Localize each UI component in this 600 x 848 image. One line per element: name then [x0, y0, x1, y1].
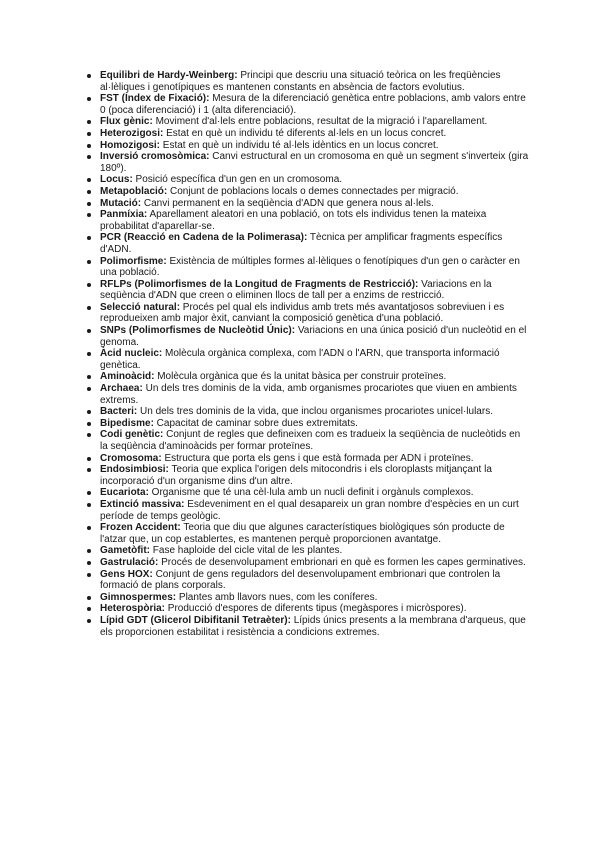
glossary-term: Bacteri: [100, 406, 138, 418]
list-item [80, 383, 530, 406]
list-item [80, 499, 530, 522]
list-item [80, 70, 530, 93]
list-item [80, 615, 530, 638]
glossary-term: Polimorfisme: [100, 255, 167, 267]
list-item [80, 140, 530, 152]
glossary-definition: Principi que descriu una situació teòrica on les freqüències al·lèliques i genotípiques es mantenen constants en absència de factors evolutius. [100, 70, 501, 93]
glossary-term: Mutació: [100, 197, 142, 209]
list-item [80, 151, 530, 174]
bullet-icon [87, 120, 91, 124]
glossary-term: PCR (Reacció en Cadena de la Polimerasa): [100, 232, 308, 244]
glossary-term: Homozigosi: [100, 139, 160, 151]
glossary-term: Cromosoma: [100, 452, 162, 464]
glossary-term: Selecció natural: [100, 301, 181, 313]
list-item [80, 348, 530, 371]
glossary-term: Gastrulació: [100, 556, 159, 568]
list-item [80, 464, 530, 487]
bullet-icon [87, 410, 91, 414]
glossary-term: Eucariota: [100, 487, 149, 499]
list-item [80, 603, 530, 615]
list-item [80, 545, 530, 557]
list-item [80, 487, 530, 499]
glossary-term: Inversió cromosòmica: [100, 151, 210, 163]
glossary-definition: Conjunt de poblacions locals o demes connectades per migració. [167, 185, 459, 197]
list-item [80, 325, 530, 348]
bullet-icon [87, 607, 91, 611]
bullet-icon [87, 155, 91, 159]
list-item [80, 209, 530, 232]
bullet-icon [87, 526, 91, 530]
bullet-icon [87, 178, 91, 182]
glossary-term: Gimnospermes: [100, 591, 177, 603]
glossary-term: Archaea: [100, 383, 143, 395]
bullet-icon [87, 573, 91, 577]
glossary-definition: Teoria que explica l'origen dels mitocondris i els cloroplasts mitjançant la incorporació d'un organisme dins d'un altre. [100, 464, 492, 487]
list-item [80, 522, 530, 545]
bullet-icon [87, 491, 91, 495]
list-item [80, 429, 530, 452]
glossary-term: Codi genètic: [100, 429, 164, 441]
glossary-definition: Plantes amb llavors nues, com les coníferes. [176, 591, 378, 603]
bullet-icon [87, 236, 91, 240]
bullet-icon [87, 202, 91, 206]
list-item [80, 418, 530, 430]
bullet-icon [87, 213, 91, 217]
bullet-icon [87, 457, 91, 461]
glossary-definition: Canvi estructural en un cromosoma en què un segment s'inverteix (gira 180º). [100, 151, 529, 174]
glossary-definition: Posició específica d'un gen en un cromosoma. [132, 174, 343, 186]
list-item [80, 592, 530, 604]
glossary-definition: Un dels tres dominis de la vida, amb organismes procariotes que viuen en ambients extrems. [100, 383, 517, 406]
glossary-term: Extinció massiva: [100, 498, 185, 510]
glossary-term: Panmíxia: [100, 209, 148, 221]
glossary-definition: Existència de múltiples formes al·lèliques o fenotípiques d'un gen o caràcter en una població. [100, 255, 520, 279]
glossary-term: Bipedisme: [100, 417, 154, 429]
list-item [80, 128, 530, 140]
bullet-icon [87, 596, 91, 600]
glossary-definition: Conjunt de regles que defineixen com es tradueix la seqüència de nucleòtids en la seqüència d'aminoàcids per formar proteïnes. [100, 429, 521, 452]
bullet-icon [87, 375, 91, 379]
list-item [80, 256, 530, 279]
list-item [80, 186, 530, 198]
list-item [80, 174, 530, 186]
glossary-definition: Variacions en una única posició d'un nucleòtid en el genoma. [100, 325, 527, 348]
glossary-definition: Canvi permanent en la seqüència d'ADN que genera nous al·lels. [141, 197, 434, 209]
list-item [80, 406, 530, 418]
glossary-definition: Estructura que porta els gens i que està formada per ADN i proteïnes. [161, 452, 474, 464]
bullet-icon [87, 260, 91, 264]
bullet-icon [87, 619, 91, 623]
glossary-definition: Moviment d'al·lels entre poblacions, resultat de la migració i l'aparellament. [152, 116, 488, 128]
bullet-icon [87, 387, 91, 391]
glossary-definition: Estat en què un individu té al·lels idèntics en un locus concret. [160, 139, 439, 151]
glossary-term: SNPs (Polimorfismes de Nucleòtid Únic): [100, 325, 296, 337]
glossary-term: Flux gènic: [100, 116, 153, 128]
glossary-term: FST (Índex de Fixació): [100, 93, 210, 105]
list-item [80, 116, 530, 128]
bullet-icon [87, 132, 91, 136]
glossary-term: Àcid nucleic: [100, 348, 163, 360]
list-item [80, 302, 530, 325]
glossary-term: Aminoàcid: [100, 371, 155, 383]
glossary-definition: Procés pel qual els individus amb trets més avantatjosos sobreviuen i es reprodueixen amb major èxit, canviant la composició genètica d'una població. [100, 301, 505, 325]
glossary-definition: Procés de desenvolupament embrionari en què es formen les capes germinatives. [158, 556, 526, 568]
bullet-icon [87, 503, 91, 507]
glossary-term: Heterozigosi: [100, 127, 164, 139]
bullet-icon [87, 283, 91, 287]
glossary-definition: Tècnica per amplificar fragments específics d'ADN. [100, 232, 503, 255]
glossary-definition: Lípids únics presents a la membrana d'arqueus, que els proporcionen estabilitat i resistència a condicions extremes. [100, 614, 526, 638]
bullet-icon [87, 422, 91, 426]
list-item [80, 198, 530, 210]
glossary-definition: Esdeveniment en el qual desapareix un gran nombre d'espècies en un curt període de temps geològic. [100, 498, 519, 522]
glossary-term: RFLPs (Polimorfismes de la Longitud de Fragments de Restricció): [100, 278, 419, 290]
glossary-definition: Conjunt de gens reguladors del desenvolupament embrionari que controlen la formació de plans corporals. [100, 568, 501, 592]
bullet-icon [87, 468, 91, 472]
glossary-term: Heterospòria: [100, 603, 166, 615]
glossary-definition: Aparellament aleatori en una població, on tots els individus tenen la mateixa probabilitat d'aparellar-se. [100, 209, 487, 232]
glossary-definition: Producció d'espores de diferents tipus (megàspores i micròspores). [165, 603, 467, 615]
glossary-term: Endosimbiosi: [100, 464, 169, 476]
bullet-icon [87, 329, 91, 333]
glossary-term: Gametòfit: [100, 545, 150, 557]
glossary-definition: Fase haploide del cicle vital de les plantes. [150, 545, 343, 557]
bullet-icon [87, 549, 91, 553]
glossary-term: Metapoblació: [100, 185, 168, 197]
glossary-definition: Teoria que diu que algunes característiques biològiques són producte de l'atzar que, un cop establertes, es mantenen perquè proporcionen avantatge. [100, 522, 505, 545]
glossary-term: Lípid GDT (Glicerol Dibifitanil Tetraèter): [100, 614, 291, 626]
glossary-definition: Organisme que té una cèl·lula amb un nucli definit i orgànuls complexos. [148, 487, 474, 499]
bullet-icon [87, 433, 91, 437]
glossary-definition: Mesura de la diferenciació genètica entre poblacions, amb valors entre 0 (poca diferenciació) i 1 (alta diferenciació). [100, 93, 526, 116]
bullet-icon [87, 97, 91, 101]
bullet-icon [87, 306, 91, 310]
bullet-icon [87, 561, 91, 565]
glossary-definition: Molècula orgànica que és la unitat bàsica per construir proteïnes. [154, 371, 447, 383]
list-item [80, 371, 530, 383]
list-item [80, 232, 530, 255]
list-item [80, 557, 530, 569]
glossary-list [80, 70, 530, 638]
bullet-icon [87, 190, 91, 194]
glossary-definition: Variacions en la seqüència d'ADN que creen o eliminen llocs de tall per a enzims de restricció. [100, 278, 492, 302]
glossary-term: Equilibri de Hardy-Weinberg: [100, 70, 238, 81]
glossary-definition: Molècula orgànica complexa, com l'ADN o l'ARN, que transporta informació genètica. [100, 348, 500, 371]
glossary-definition: Capacitat de caminar sobre dues extremitats. [153, 417, 358, 429]
list-item [80, 93, 530, 116]
glossary-term: Locus: [100, 174, 133, 186]
list-item [80, 279, 530, 302]
list-item [80, 569, 530, 592]
bullet-icon [87, 74, 91, 78]
glossary-definition: Estat en què un individu té diferents al·lels en un locus concret. [163, 127, 447, 139]
glossary-definition: Un dels tres dominis de la vida, que inclou organismes procariotes unicel·lulars. [137, 406, 493, 418]
bullet-icon [87, 352, 91, 356]
glossary-term: Gens HOX: [100, 568, 153, 580]
list-item [80, 453, 530, 465]
glossary-term: Frozen Accident: [100, 522, 181, 534]
bullet-icon [87, 144, 91, 148]
